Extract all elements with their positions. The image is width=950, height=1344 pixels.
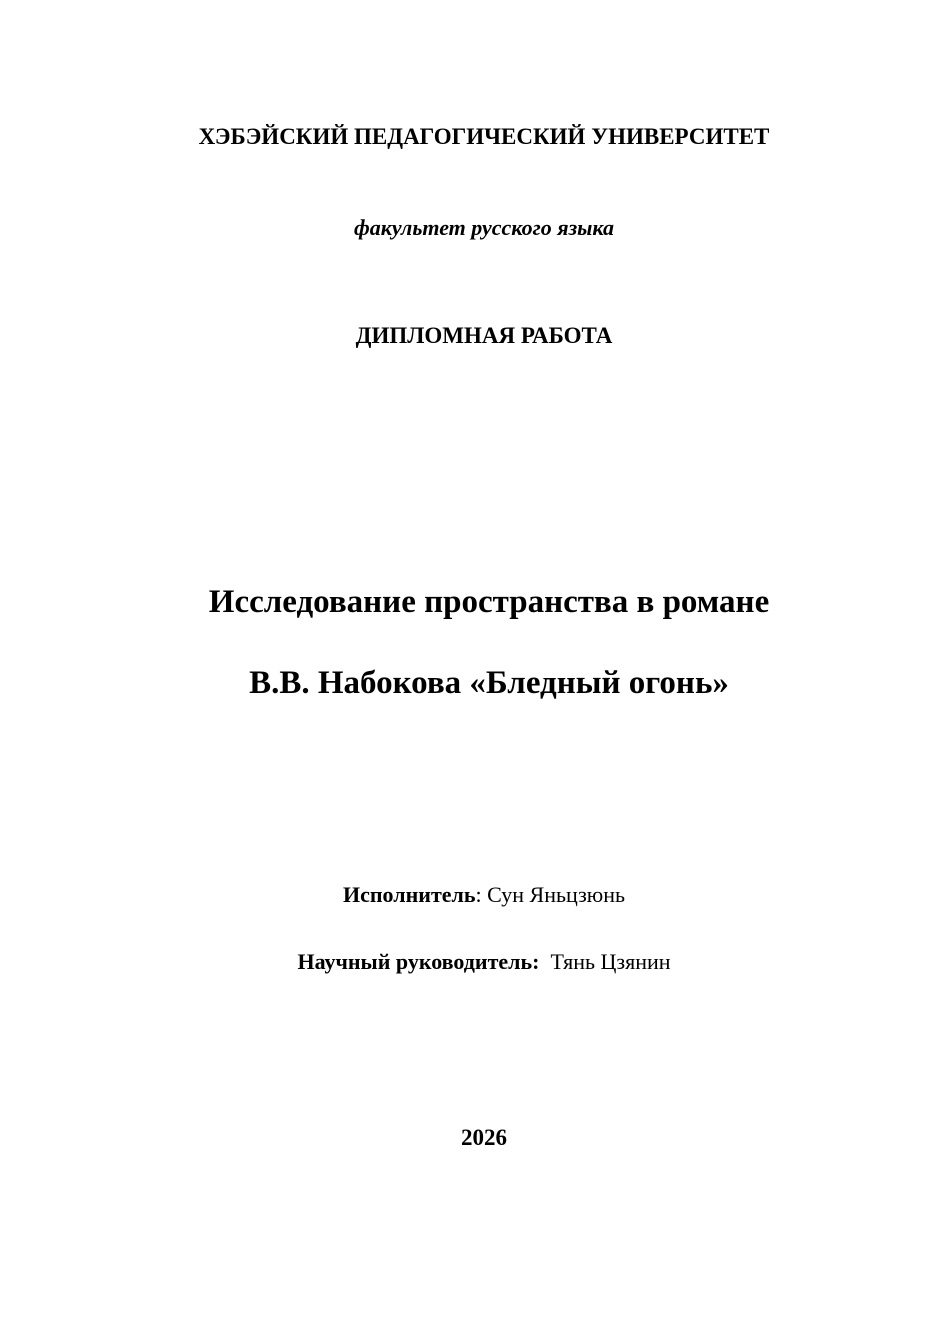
supervisor-line [0, 949, 950, 975]
author-name: Сун Яньцзюнь [487, 882, 625, 907]
thesis-title-line-2: В.В. Набокова «Бледный огонь» [249, 665, 729, 701]
author-line [0, 882, 950, 908]
supervisor-separator [539, 949, 550, 974]
author-separator: : [475, 882, 488, 907]
supervisor-label: Научный руководитель: [297, 949, 540, 974]
author-label: Исполнитель [343, 882, 476, 907]
year: 2026 [461, 1125, 507, 1150]
faculty-name: факультет русского языка [353, 215, 615, 240]
supervisor-name: Тянь Цзянин [550, 949, 671, 974]
work-type-heading: ДИПЛОМНАЯ РАБОТА [355, 323, 613, 348]
university-name: ХЭБЭЙСКИЙ ПЕДАГОГИЧЕСКИЙ УНИВЕРСИТЕТ [198, 124, 770, 149]
thesis-title-line-1: Исследование пространства в романе [208, 584, 770, 620]
